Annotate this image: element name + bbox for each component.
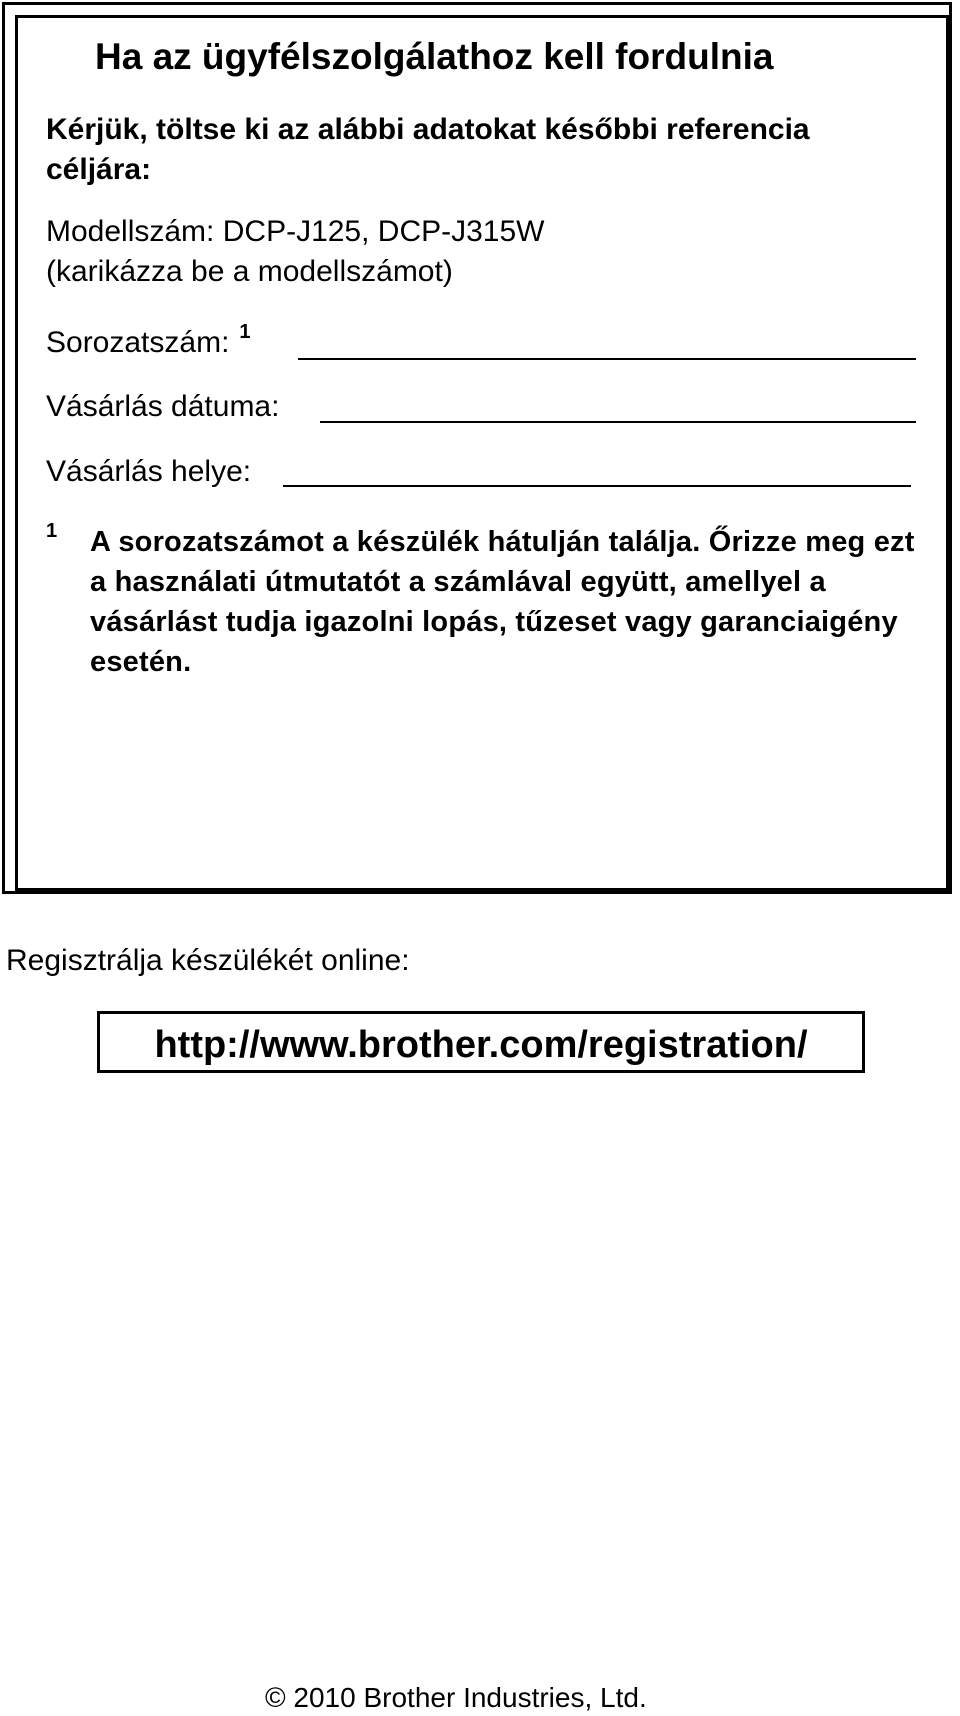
footnote-text: A sorozatszámot a készülék hátulján találja. Őrizze meg ezt a használati útmutatót a számlával együtt, amellyel a vásárlást tudja igazolni lopás, tűzeset vagy garanciaigény esetén. (90, 526, 915, 678)
model-label: Modellszám: (46, 215, 215, 248)
purchase-place-input-line[interactable] (283, 485, 911, 487)
serial-label: Sorozatszám: (46, 326, 230, 359)
registration-url-box (97, 1011, 865, 1073)
purchase-date-input-line[interactable] (320, 421, 916, 423)
purchase-date-label: Vásárlás dátuma: (46, 390, 280, 423)
registration-url-link[interactable]: http://www.brother.com/registration/ (154, 1024, 808, 1066)
register-label: Regisztrálja készülékét online: (6, 944, 410, 977)
purchase-place-label: Vásárlás helye: (46, 455, 252, 488)
model-values: DCP-J125, DCP-J315W (222, 215, 545, 248)
serial-input-line[interactable] (298, 358, 916, 360)
serial-field (46, 321, 251, 360)
copyright-text: © 2010 Brother Industries, Ltd. (265, 1682, 647, 1713)
serial-footnote-mark: 1 (239, 321, 251, 343)
intro-text: Kérjük, töltse ki az alábbi adatokat későbbi referencia céljára: (46, 113, 810, 186)
model-block (46, 212, 906, 292)
model-note: (karikázza be a modellszámot) (46, 255, 453, 288)
page-title: Ha az ügyfélszolgálathoz kell fordulnia (95, 36, 774, 77)
footnote-mark: 1 (46, 520, 58, 542)
